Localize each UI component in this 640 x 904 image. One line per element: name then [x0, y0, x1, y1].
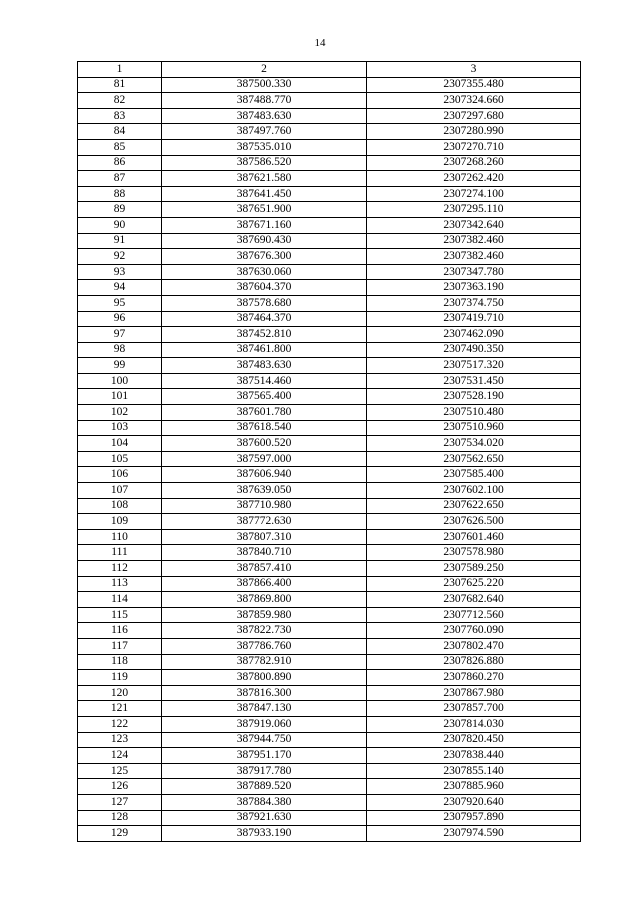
- point-number-cell: 101: [78, 389, 162, 405]
- y-coordinate-cell: 2307860.270: [367, 670, 581, 686]
- point-number-cell: 118: [78, 654, 162, 670]
- point-number-cell: 121: [78, 701, 162, 717]
- x-coordinate-cell: 387859.980: [162, 607, 367, 623]
- point-number-cell: 96: [78, 311, 162, 327]
- point-number-cell: 97: [78, 327, 162, 343]
- point-number-cell: 114: [78, 592, 162, 608]
- y-coordinate-cell: 2307363.190: [367, 280, 581, 296]
- table-row: [78, 514, 581, 530]
- table-row: [78, 280, 581, 296]
- y-coordinate-cell: 2307295.110: [367, 202, 581, 218]
- x-coordinate-cell: 387604.370: [162, 280, 367, 296]
- x-coordinate-cell: 387618.540: [162, 420, 367, 436]
- y-coordinate-cell: 2307517.320: [367, 358, 581, 374]
- y-coordinate-cell: 2307490.350: [367, 342, 581, 358]
- x-coordinate-cell: 387944.750: [162, 732, 367, 748]
- y-coordinate-cell: 2307268.260: [367, 155, 581, 171]
- x-coordinate-cell: 387840.710: [162, 545, 367, 561]
- point-number-cell: 125: [78, 763, 162, 779]
- point-number-cell: 109: [78, 514, 162, 530]
- point-number-cell: 126: [78, 779, 162, 795]
- point-number-cell: 113: [78, 576, 162, 592]
- y-coordinate-cell: 2307510.960: [367, 420, 581, 436]
- y-coordinate-cell: 2307324.660: [367, 93, 581, 109]
- point-number-cell: 104: [78, 436, 162, 452]
- point-number-cell: 108: [78, 498, 162, 514]
- point-number-cell: 117: [78, 638, 162, 654]
- y-coordinate-cell: 2307382.460: [367, 249, 581, 265]
- table-row: [78, 249, 581, 265]
- table-row: [78, 483, 581, 499]
- y-coordinate-cell: 2307589.250: [367, 561, 581, 577]
- y-coordinate-cell: 2307347.780: [367, 264, 581, 280]
- x-coordinate-cell: 387488.770: [162, 93, 367, 109]
- point-number-cell: 111: [78, 545, 162, 561]
- table-row: [78, 467, 581, 483]
- table-row: [78, 451, 581, 467]
- point-number-cell: 127: [78, 794, 162, 810]
- x-coordinate-cell: 387461.800: [162, 342, 367, 358]
- y-coordinate-cell: 2307534.020: [367, 436, 581, 452]
- table-row: [78, 171, 581, 187]
- x-coordinate-cell: 387889.520: [162, 779, 367, 795]
- table-row: [78, 779, 581, 795]
- y-coordinate-cell: 2307920.640: [367, 794, 581, 810]
- y-coordinate-cell: 2307814.030: [367, 716, 581, 732]
- point-number-cell: 107: [78, 483, 162, 499]
- table-row: [78, 623, 581, 639]
- table-row: [78, 701, 581, 717]
- x-coordinate-cell: 387857.410: [162, 561, 367, 577]
- point-number-cell: 124: [78, 748, 162, 764]
- point-number-cell: 94: [78, 280, 162, 296]
- x-coordinate-cell: 387600.520: [162, 436, 367, 452]
- point-number-cell: 86: [78, 155, 162, 171]
- y-coordinate-cell: 2307342.640: [367, 217, 581, 233]
- x-coordinate-cell: 387816.300: [162, 685, 367, 701]
- y-coordinate-cell: 2307974.590: [367, 826, 581, 842]
- table-row: [78, 763, 581, 779]
- column-header-1: 1: [78, 62, 162, 78]
- table-row: [78, 545, 581, 561]
- x-coordinate-cell: 387601.780: [162, 405, 367, 421]
- y-coordinate-cell: 2307712.560: [367, 607, 581, 623]
- y-coordinate-cell: 2307578.980: [367, 545, 581, 561]
- y-coordinate-cell: 2307625.220: [367, 576, 581, 592]
- y-coordinate-cell: 2307262.420: [367, 171, 581, 187]
- table-row: [78, 748, 581, 764]
- y-coordinate-cell: 2307382.460: [367, 233, 581, 249]
- y-coordinate-cell: 2307270.710: [367, 139, 581, 155]
- point-number-cell: 91: [78, 233, 162, 249]
- column-header-2: 2: [162, 62, 367, 78]
- page-number: 14: [314, 37, 326, 49]
- table-row: [78, 93, 581, 109]
- x-coordinate-cell: 387919.060: [162, 716, 367, 732]
- y-coordinate-cell: 2307682.640: [367, 592, 581, 608]
- y-coordinate-cell: 2307374.750: [367, 295, 581, 311]
- coordinates-table: [77, 61, 581, 842]
- table-row: [78, 420, 581, 436]
- y-coordinate-cell: 2307820.450: [367, 732, 581, 748]
- point-number-cell: 103: [78, 420, 162, 436]
- point-number-cell: 115: [78, 607, 162, 623]
- table-row: [78, 264, 581, 280]
- table-row: [78, 794, 581, 810]
- point-number-cell: 122: [78, 716, 162, 732]
- table-row: [78, 732, 581, 748]
- table-row: [78, 155, 581, 171]
- point-number-cell: 116: [78, 623, 162, 639]
- x-coordinate-cell: 387690.430: [162, 233, 367, 249]
- point-number-cell: 110: [78, 529, 162, 545]
- x-coordinate-cell: 387606.940: [162, 467, 367, 483]
- x-coordinate-cell: 387772.630: [162, 514, 367, 530]
- y-coordinate-cell: 2307885.960: [367, 779, 581, 795]
- table-header-row: [78, 62, 581, 78]
- y-coordinate-cell: 2307802.470: [367, 638, 581, 654]
- x-coordinate-cell: 387786.760: [162, 638, 367, 654]
- table-row: [78, 576, 581, 592]
- x-coordinate-cell: 387535.010: [162, 139, 367, 155]
- y-coordinate-cell: 2307510.480: [367, 405, 581, 421]
- y-coordinate-cell: 2307531.450: [367, 373, 581, 389]
- point-number-cell: 87: [78, 171, 162, 187]
- x-coordinate-cell: 387483.630: [162, 358, 367, 374]
- x-coordinate-cell: 387639.050: [162, 483, 367, 499]
- x-coordinate-cell: 387641.450: [162, 186, 367, 202]
- point-number-cell: 128: [78, 810, 162, 826]
- point-number-cell: 83: [78, 108, 162, 124]
- x-coordinate-cell: 387514.460: [162, 373, 367, 389]
- point-number-cell: 123: [78, 732, 162, 748]
- y-coordinate-cell: 2307462.090: [367, 327, 581, 343]
- x-coordinate-cell: 387847.130: [162, 701, 367, 717]
- point-number-cell: 92: [78, 249, 162, 265]
- point-number-cell: 93: [78, 264, 162, 280]
- point-number-cell: 85: [78, 139, 162, 155]
- table-row: [78, 139, 581, 155]
- table-row: [78, 607, 581, 623]
- x-coordinate-cell: 387565.400: [162, 389, 367, 405]
- y-coordinate-cell: 2307585.400: [367, 467, 581, 483]
- x-coordinate-cell: 387578.680: [162, 295, 367, 311]
- point-number-cell: 106: [78, 467, 162, 483]
- table-row: [78, 498, 581, 514]
- table-row: [78, 389, 581, 405]
- y-coordinate-cell: 2307957.890: [367, 810, 581, 826]
- point-number-cell: 89: [78, 202, 162, 218]
- column-header-3: 3: [367, 62, 581, 78]
- table-row: [78, 592, 581, 608]
- point-number-cell: 84: [78, 124, 162, 140]
- table-row: [78, 685, 581, 701]
- x-coordinate-cell: 387452.810: [162, 327, 367, 343]
- x-coordinate-cell: 387483.630: [162, 108, 367, 124]
- x-coordinate-cell: 387621.580: [162, 171, 367, 187]
- table-row: [78, 233, 581, 249]
- x-coordinate-cell: 387651.900: [162, 202, 367, 218]
- y-coordinate-cell: 2307419.710: [367, 311, 581, 327]
- y-coordinate-cell: 2307826.880: [367, 654, 581, 670]
- y-coordinate-cell: 2307760.090: [367, 623, 581, 639]
- y-coordinate-cell: 2307855.140: [367, 763, 581, 779]
- x-coordinate-cell: 387869.800: [162, 592, 367, 608]
- table-row: [78, 295, 581, 311]
- table-row: [78, 638, 581, 654]
- table-row: [78, 373, 581, 389]
- y-coordinate-cell: 2307601.460: [367, 529, 581, 545]
- point-number-cell: 112: [78, 561, 162, 577]
- table-row: [78, 311, 581, 327]
- x-coordinate-cell: 387822.730: [162, 623, 367, 639]
- table-row: [78, 124, 581, 140]
- table-row: [78, 810, 581, 826]
- table-row: [78, 77, 581, 93]
- table-row: [78, 108, 581, 124]
- point-number-cell: 95: [78, 295, 162, 311]
- table-row: [78, 186, 581, 202]
- point-number-cell: 105: [78, 451, 162, 467]
- table-row: [78, 358, 581, 374]
- y-coordinate-cell: 2307355.480: [367, 77, 581, 93]
- table-row: [78, 561, 581, 577]
- y-coordinate-cell: 2307626.500: [367, 514, 581, 530]
- x-coordinate-cell: 387500.330: [162, 77, 367, 93]
- x-coordinate-cell: 387671.160: [162, 217, 367, 233]
- y-coordinate-cell: 2307602.100: [367, 483, 581, 499]
- x-coordinate-cell: 387884.380: [162, 794, 367, 810]
- y-coordinate-cell: 2307867.980: [367, 685, 581, 701]
- table-row: [78, 217, 581, 233]
- x-coordinate-cell: 387933.190: [162, 826, 367, 842]
- y-coordinate-cell: 2307857.700: [367, 701, 581, 717]
- table-row: [78, 327, 581, 343]
- point-number-cell: 100: [78, 373, 162, 389]
- y-coordinate-cell: 2307528.190: [367, 389, 581, 405]
- x-coordinate-cell: 387676.300: [162, 249, 367, 265]
- point-number-cell: 98: [78, 342, 162, 358]
- table-row: [78, 716, 581, 732]
- x-coordinate-cell: 387630.060: [162, 264, 367, 280]
- x-coordinate-cell: 387921.630: [162, 810, 367, 826]
- point-number-cell: 90: [78, 217, 162, 233]
- point-number-cell: 99: [78, 358, 162, 374]
- table-row: [78, 654, 581, 670]
- table-row: [78, 202, 581, 218]
- table-row: [78, 342, 581, 358]
- x-coordinate-cell: 387497.760: [162, 124, 367, 140]
- x-coordinate-cell: 387800.890: [162, 670, 367, 686]
- table-row: [78, 436, 581, 452]
- x-coordinate-cell: 387807.310: [162, 529, 367, 545]
- y-coordinate-cell: 2307280.990: [367, 124, 581, 140]
- point-number-cell: 129: [78, 826, 162, 842]
- x-coordinate-cell: 387917.780: [162, 763, 367, 779]
- table-row: [78, 670, 581, 686]
- y-coordinate-cell: 2307274.100: [367, 186, 581, 202]
- point-number-cell: 88: [78, 186, 162, 202]
- x-coordinate-cell: 387866.400: [162, 576, 367, 592]
- point-number-cell: 120: [78, 685, 162, 701]
- table-row: [78, 405, 581, 421]
- y-coordinate-cell: 2307562.650: [367, 451, 581, 467]
- table-body: [78, 77, 581, 841]
- y-coordinate-cell: 2307838.440: [367, 748, 581, 764]
- table-row: [78, 529, 581, 545]
- x-coordinate-cell: 387782.910: [162, 654, 367, 670]
- x-coordinate-cell: 387464.370: [162, 311, 367, 327]
- point-number-cell: 102: [78, 405, 162, 421]
- point-number-cell: 119: [78, 670, 162, 686]
- x-coordinate-cell: 387951.170: [162, 748, 367, 764]
- table-row: [78, 826, 581, 842]
- x-coordinate-cell: 387586.520: [162, 155, 367, 171]
- x-coordinate-cell: 387597.000: [162, 451, 367, 467]
- x-coordinate-cell: 387710.980: [162, 498, 367, 514]
- point-number-cell: 82: [78, 93, 162, 109]
- y-coordinate-cell: 2307297.680: [367, 108, 581, 124]
- y-coordinate-cell: 2307622.650: [367, 498, 581, 514]
- point-number-cell: 81: [78, 77, 162, 93]
